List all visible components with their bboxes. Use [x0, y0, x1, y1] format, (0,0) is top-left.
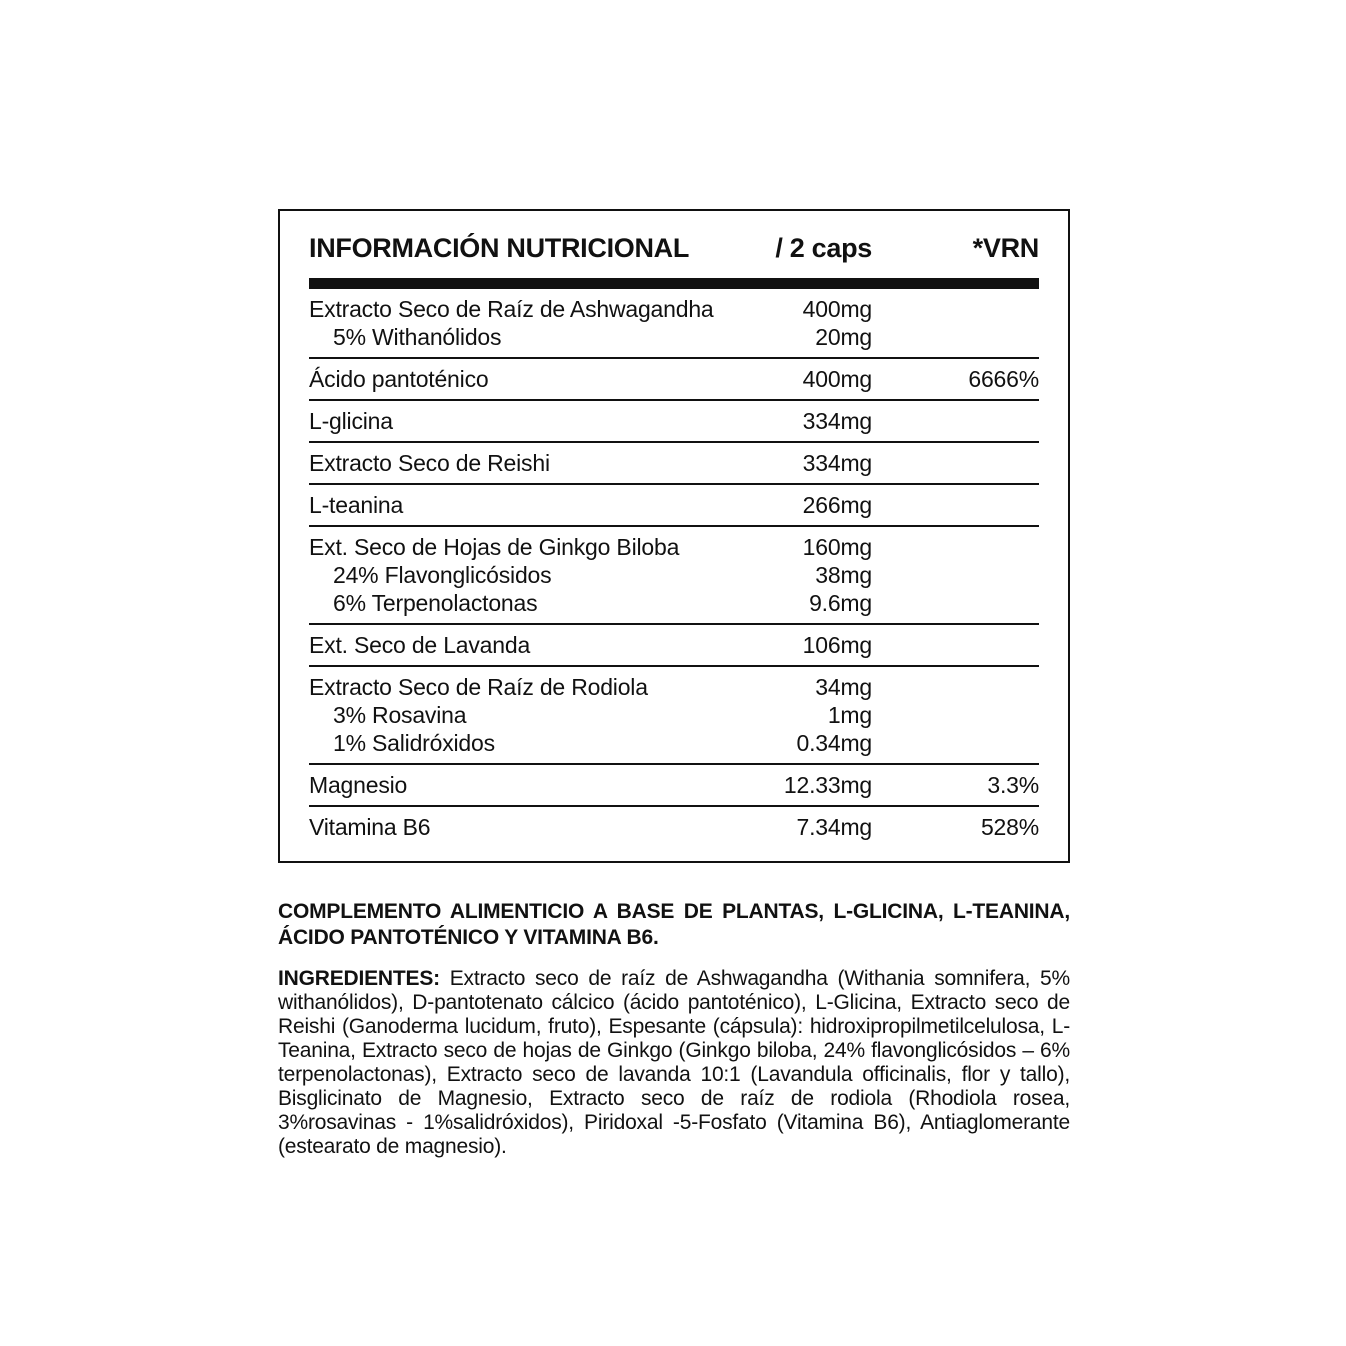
nutrient-amount: 106mg: [802, 632, 872, 658]
nutrient-subline: [309, 561, 1039, 589]
nutrient-line: [309, 813, 1039, 841]
nutrient-amount: 9.6mg: [809, 590, 872, 616]
nutrient-row: [309, 485, 1039, 525]
nutrient-line: [309, 533, 1039, 561]
facts-header-row: [309, 211, 1039, 264]
nutrient-amount: 34mg: [815, 674, 872, 700]
nutrient-amount: 266mg: [802, 492, 872, 518]
nutrient-line: [309, 295, 1039, 323]
nutrient-row: [309, 289, 1039, 357]
nutrient-row: [309, 401, 1039, 441]
nutrient-amount: 160mg: [802, 534, 872, 560]
nutrient-line: [309, 673, 1039, 701]
nutrient-name: L-teanina: [309, 492, 404, 518]
nutrient-amount: 38mg: [815, 562, 872, 588]
nutrition-rows: [309, 289, 1039, 847]
nutrient-vrn: 6666%: [968, 366, 1039, 392]
nutrition-facts-panel: [278, 209, 1070, 863]
nutrient-name: Extracto Seco de Raíz de Rodiola: [309, 674, 648, 700]
vrn-header: *VRN: [972, 233, 1039, 263]
nutrient-name: Magnesio: [309, 772, 408, 798]
nutrient-amount: 12.33mg: [783, 772, 872, 798]
ingredients-text: Extracto seco de raíz de Ashwagandha (Withania somnifera, 5% withanólidos), D-pantotenato cálcico (ácido pantoténico), L-Glicina, Extracto seco de Reishi (Ganoderma lucidum, fruto), Espesante (cápsula): hidroxipropilmetilcelulosa, L-Teanina, Extracto seco de hojas de Ginkgo (Ginkgo biloba, 24% flavonglicósidos – 6% terpenolactonas), Extracto seco de lavanda 10:1 (Lavandula officinalis, flor y tallo), Bisglicinato de Magnesio, Extracto seco de raíz de rodiola (Rhodiola rosea, 3%rosavinas - 1%salidróxidos), Piridoxal -5-Fosfato (Vitamina B6), Antiaglomerante (estearato de magnesio).: [278, 967, 1070, 1158]
nutrient-sub-name: 6% Terpenolactonas: [333, 590, 538, 616]
nutrient-sub-name: 5% Withanólidos: [333, 324, 502, 350]
nutrient-name: Ácido pantoténico: [309, 366, 489, 392]
ingredients-paragraph: [278, 967, 1070, 1159]
nutrient-row: [309, 443, 1039, 483]
nutrient-amount: 20mg: [815, 324, 872, 350]
header-divider-bar: [309, 278, 1039, 289]
nutrient-sub-name: 24% Flavonglicósidos: [333, 562, 552, 588]
nutrient-amount: 7.34mg: [796, 814, 872, 840]
nutrient-line: [309, 407, 1039, 435]
nutrient-amount: 1mg: [827, 702, 872, 728]
nutrient-line: [309, 491, 1039, 519]
nutrient-line: [309, 771, 1039, 799]
description-section: [278, 899, 1070, 1159]
supplement-description-heading: COMPLEMENTO ALIMENTICIO A BASE DE PLANTAS, L-GLICINA, L-TEANINA, ÁCIDO PANTOTÉNICO Y VITAMINA B6.: [278, 900, 1070, 949]
nutrient-subline: [309, 589, 1039, 617]
nutrition-title: INFORMACIÓN NUTRICIONAL: [309, 233, 690, 263]
nutrient-row: [309, 359, 1039, 399]
nutrient-subline: [309, 729, 1039, 757]
nutrient-amount: 334mg: [802, 450, 872, 476]
nutrient-name: L-glicina: [309, 408, 393, 434]
nutrient-name: Ext. Seco de Lavanda: [309, 632, 531, 658]
nutrient-amount: 400mg: [802, 296, 872, 322]
nutrient-name: Extracto Seco de Reishi: [309, 450, 550, 476]
nutrient-amount: 334mg: [802, 408, 872, 434]
nutrient-amount: 400mg: [802, 366, 872, 392]
nutrient-row: [309, 667, 1039, 763]
nutrient-sub-name: 1% Salidróxidos: [333, 730, 495, 756]
nutrient-sub-name: 3% Rosavina: [333, 702, 467, 728]
nutrient-subline: [309, 323, 1039, 351]
nutrient-name: Ext. Seco de Hojas de Ginkgo Biloba: [309, 534, 680, 560]
nutrient-row: [309, 527, 1039, 623]
nutrient-amount: 0.34mg: [796, 730, 872, 756]
ingredients-label: INGREDIENTES:: [278, 967, 440, 990]
nutrient-line: [309, 449, 1039, 477]
nutrient-vrn: 3.3%: [987, 772, 1039, 798]
nutrient-row: [309, 807, 1039, 847]
serving-size-header: / 2 caps: [775, 233, 872, 263]
nutrient-name: Vitamina B6: [309, 814, 431, 840]
nutrient-subline: [309, 701, 1039, 729]
nutrient-line: [309, 365, 1039, 393]
nutrient-row: [309, 765, 1039, 805]
nutrient-vrn: 528%: [980, 814, 1039, 840]
nutrient-row: [309, 625, 1039, 665]
nutrient-line: [309, 631, 1039, 659]
nutrient-name: Extracto Seco de Raíz de Ashwagandha: [309, 296, 714, 322]
